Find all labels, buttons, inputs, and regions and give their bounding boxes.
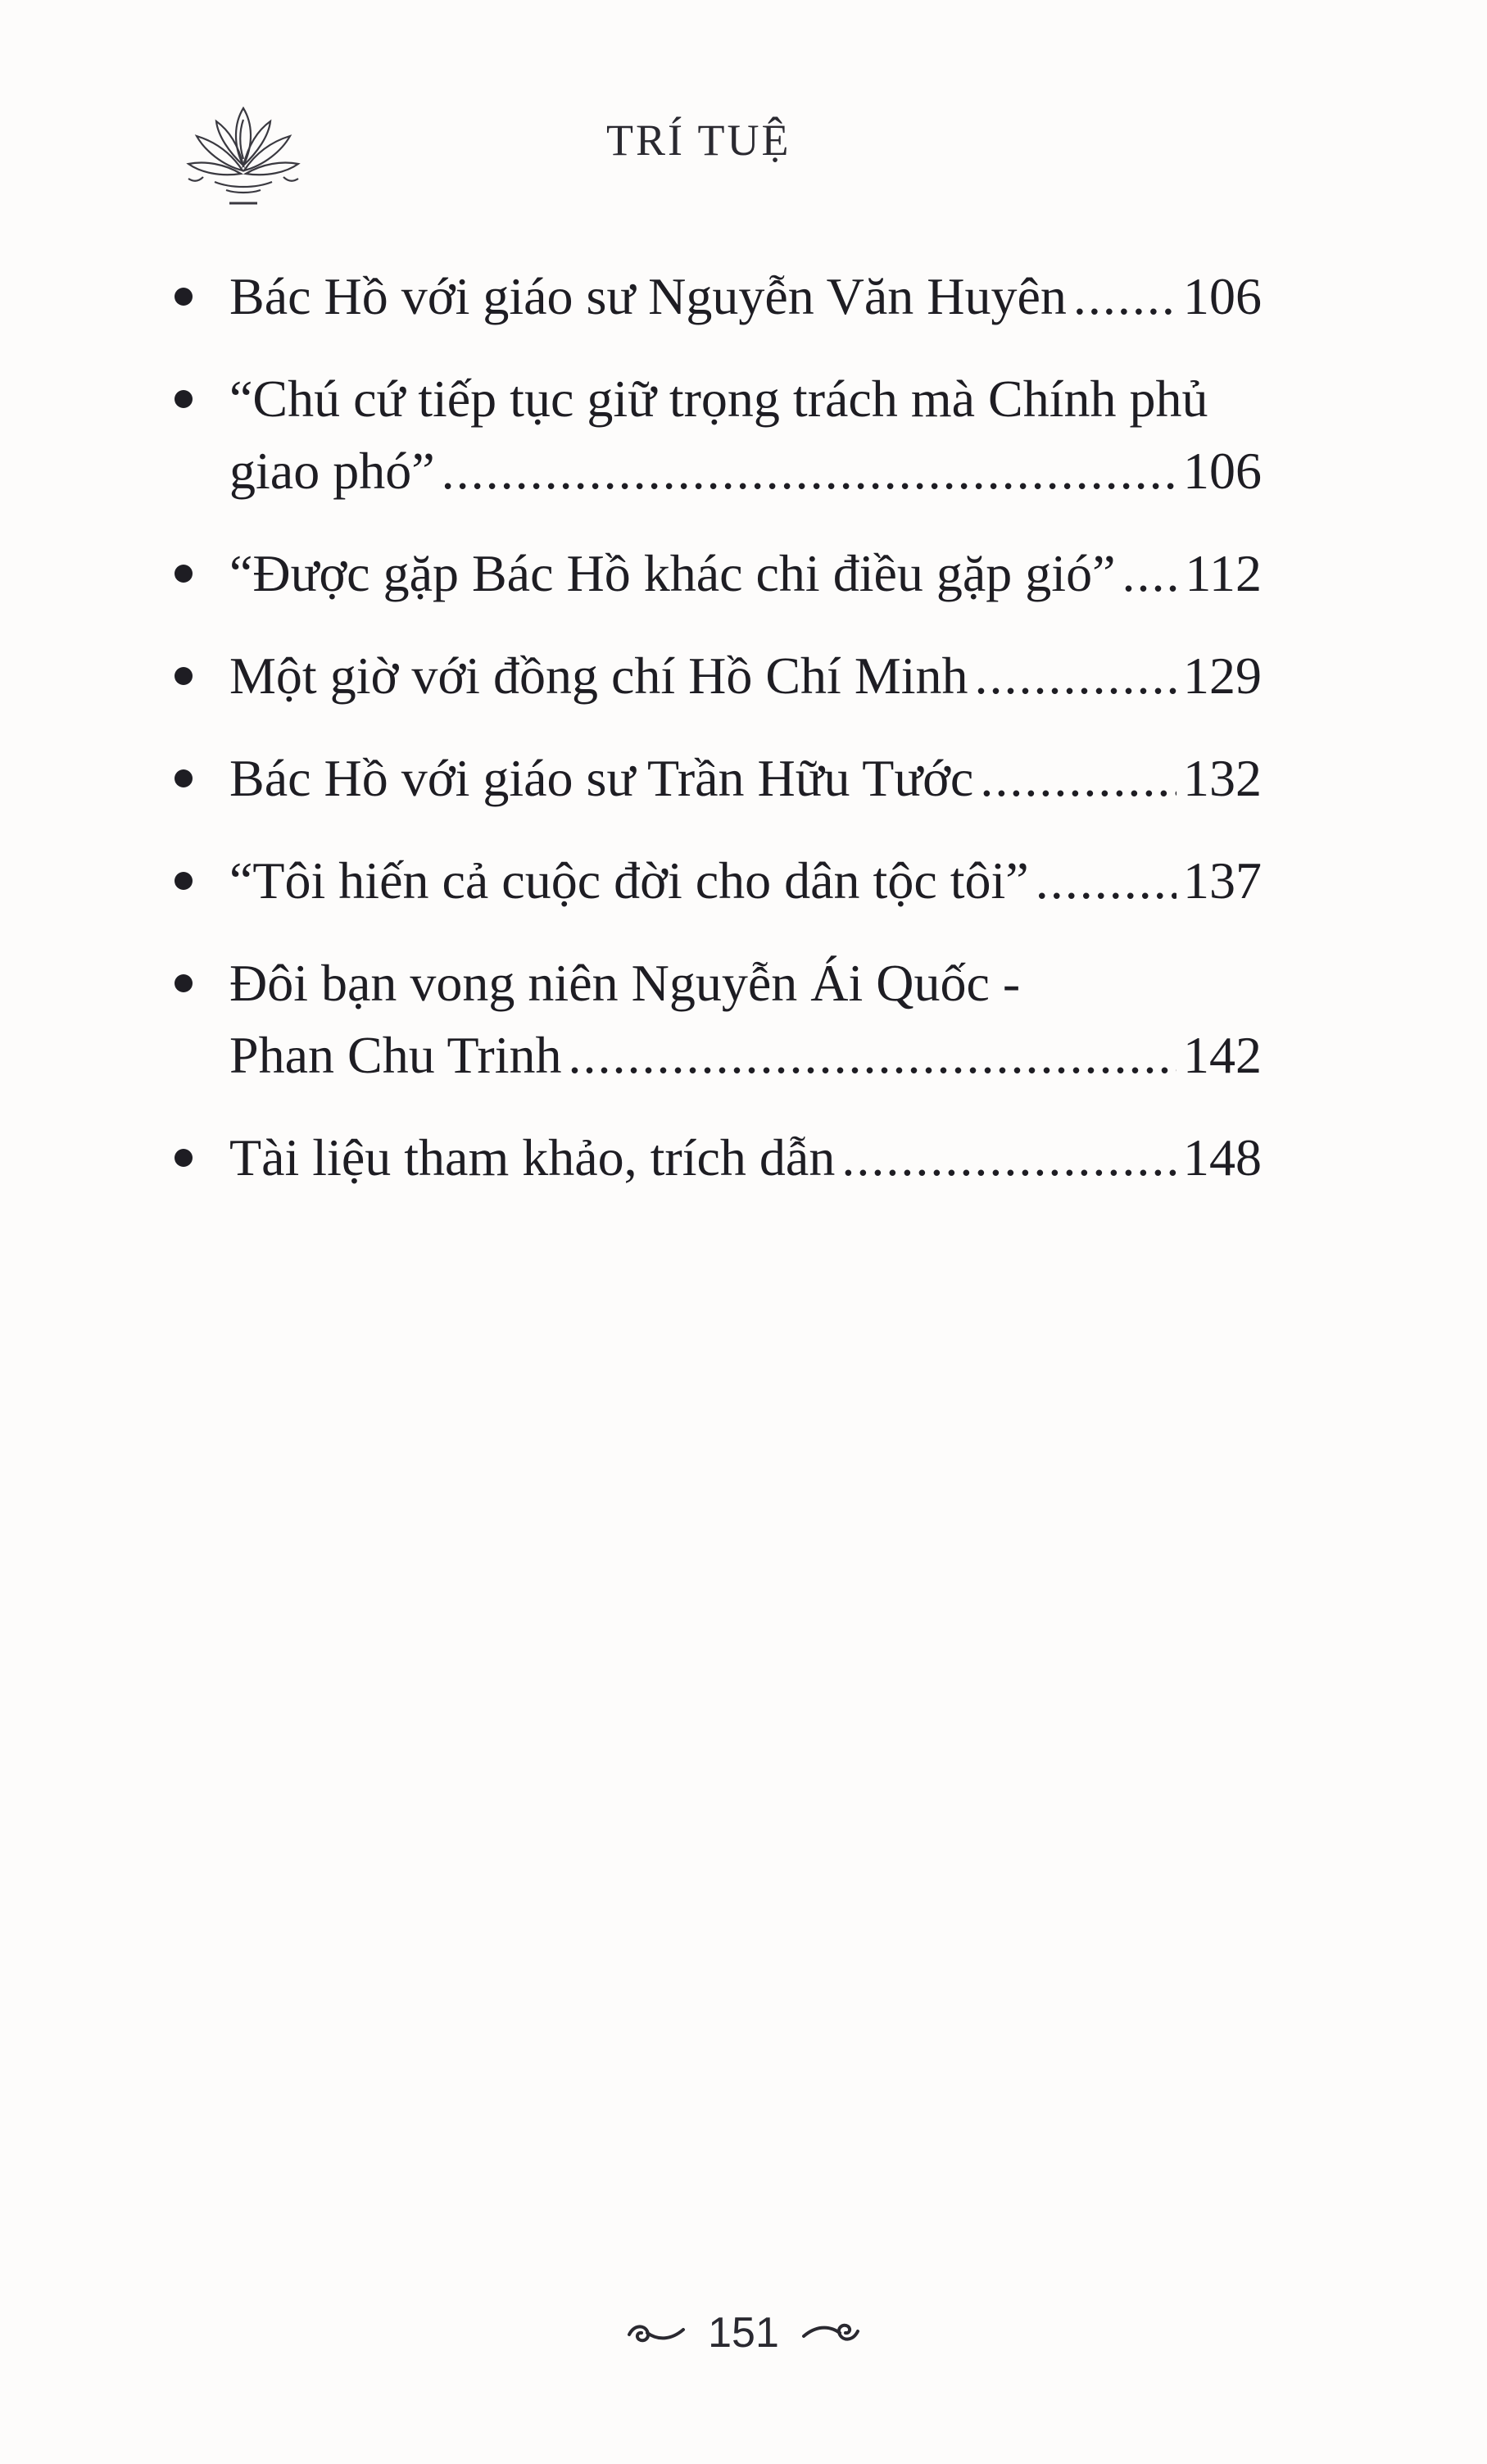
toc-entry-page: 112 — [1185, 544, 1262, 602]
toc-entry-title: Bác Hồ với giáo sư Nguyễn Văn Huyên — [229, 267, 1067, 325]
toc-entry-title: Tài liệu tham khảo, trích dẫn — [229, 1128, 836, 1187]
toc-entry-title: Đôi bạn vong niên Nguyễn Ái Quốc - — [229, 954, 1021, 1012]
toc-entry[interactable] — [164, 947, 1262, 1091]
dot-leader — [568, 1019, 1176, 1091]
toc-entry-title: “Tôi hiến cả cuộc đời cho dân tộc tôi” — [229, 851, 1029, 910]
bullet-icon — [175, 667, 193, 685]
toc-entry[interactable] — [164, 640, 1262, 712]
swirl-right-icon — [800, 2318, 861, 2348]
toc-entry-title: Một giờ với đồng chí Hồ Chí Minh — [229, 647, 968, 705]
toc-entry-page: 129 — [1183, 647, 1262, 705]
toc-entry-page: 137 — [1183, 851, 1262, 910]
bullet-icon — [175, 565, 193, 583]
toc-entry[interactable] — [164, 261, 1262, 333]
bullet-icon — [175, 288, 193, 306]
toc-entry[interactable] — [164, 363, 1262, 507]
dot-leader — [975, 640, 1177, 712]
bullet-icon — [175, 769, 193, 787]
dot-leader — [1073, 261, 1176, 333]
toc-entry[interactable] — [164, 1122, 1262, 1194]
page-number: 151 — [708, 2309, 779, 2357]
table-of-contents — [164, 261, 1262, 1224]
toc-entry-title: “Được gặp Bác Hồ khác chi điều gặp gió” — [229, 544, 1116, 602]
toc-entry-page: 148 — [1183, 1128, 1262, 1187]
bullet-icon — [175, 1149, 193, 1167]
bullet-icon — [175, 390, 193, 408]
page-footer — [0, 2308, 1487, 2357]
toc-entry[interactable] — [164, 845, 1262, 917]
toc-entry-title: Bác Hồ với giáo sư Trần Hữu Tước — [229, 749, 974, 807]
dot-leader — [980, 742, 1176, 815]
toc-entry-page: 106 — [1183, 442, 1262, 500]
toc-entry-page: 106 — [1183, 267, 1262, 325]
bullet-icon — [175, 974, 193, 992]
toc-entry-title: “Chú cứ tiếp tục giữ trọng trách mà Chính phủ — [229, 370, 1208, 428]
bullet-icon — [175, 872, 193, 890]
dot-leader — [1122, 538, 1178, 610]
swirl-left-icon — [626, 2318, 687, 2348]
dot-leader — [442, 435, 1176, 507]
running-header-title: TRÍ TUỆ — [606, 116, 791, 165]
toc-entry[interactable] — [164, 538, 1262, 610]
dot-leader — [1036, 845, 1176, 917]
toc-entry-title-continued: giao phó” — [229, 442, 435, 500]
dot-leader — [841, 1122, 1176, 1194]
toc-entry[interactable] — [164, 742, 1262, 815]
lotus-icon — [182, 97, 305, 211]
toc-entry-title-continued: Phan Chu Trinh — [229, 1026, 562, 1084]
toc-entry-page: 132 — [1183, 749, 1262, 807]
toc-entry-page: 142 — [1183, 1026, 1262, 1084]
